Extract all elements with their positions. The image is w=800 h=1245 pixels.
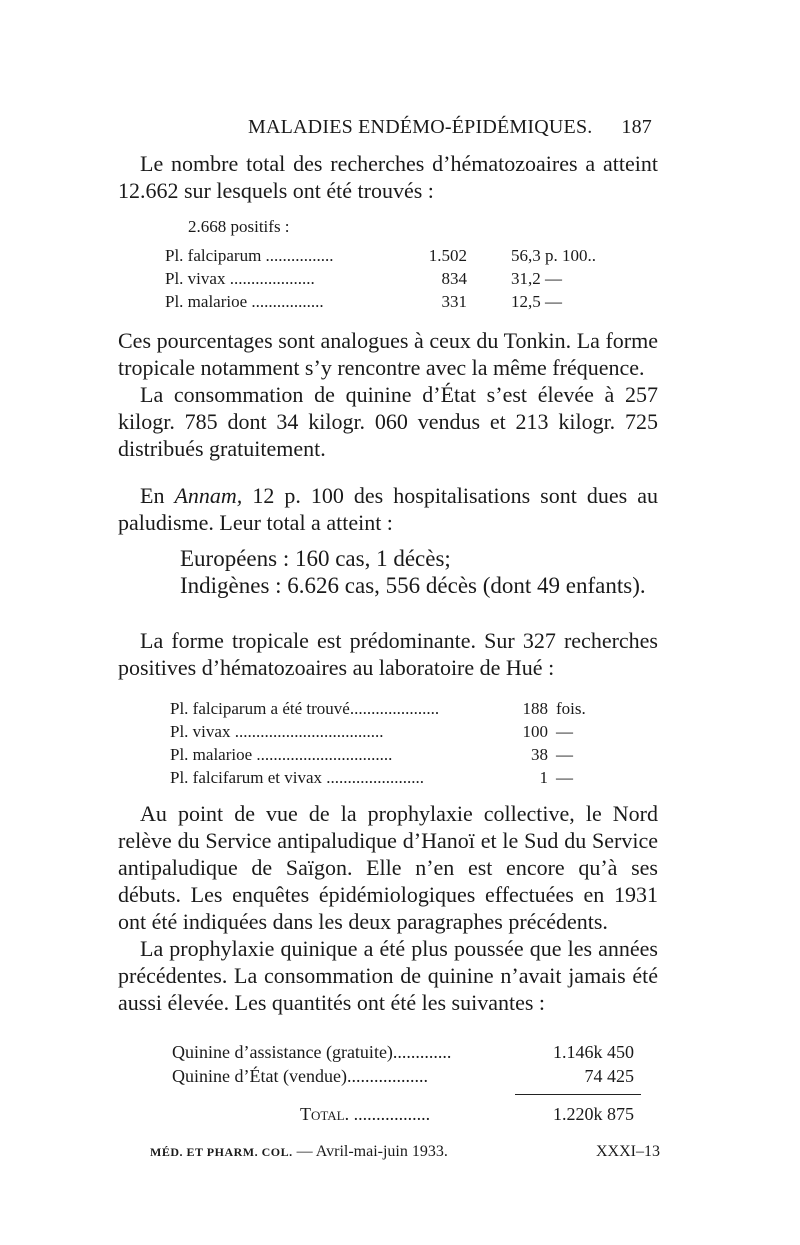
sum-rule	[515, 1094, 641, 1095]
species-percent: 56,3 p. 100..	[511, 246, 596, 265]
species-table-2	[170, 697, 630, 789]
species-unit: —	[556, 768, 573, 787]
total-label: Total. .................	[300, 1104, 431, 1124]
signature-mark: XXXI–13	[596, 1143, 660, 1160]
species-label: Pl. falciparum ................	[165, 246, 334, 265]
table-row	[165, 267, 645, 290]
species-unit: —	[556, 745, 573, 764]
species-label: Pl. falciparum a été trouvé.....................	[170, 699, 440, 718]
footer-journal	[150, 1143, 448, 1161]
paragraph-annam	[118, 482, 658, 536]
indigenes-line: Indigènes : 6.626 cas, 556 décès (dont 49 enfants).	[180, 573, 646, 598]
table-row	[170, 720, 630, 743]
paragraph-quinine-consumption: La consommation de quinine d’État s’est élevée à 257 kilogr. 785 dont 34 kilogr. 060 vendus et 213 kilogr. 725 distribués gratuitement.	[118, 382, 658, 461]
quinine-label: Quinine d’assistance (gratuite).............	[172, 1042, 452, 1062]
paragraph-quinine-prophylaxis: La prophylaxie quinique a été plus poussée que les années précédentes. La consommation de quinine n’avait jamais été aussi élevée. Les quantités ont été les suivantes :	[118, 936, 658, 1015]
species-count: 38	[531, 745, 548, 764]
paragraph-percentages: Ces pourcentages sont analogues à ceux du Tonkin. La forme tropicale notamment s’y rencontre avec la même fréquence.	[118, 328, 658, 380]
species-label: Pl. malarioe .................	[165, 292, 324, 311]
species-count: 1.502	[428, 246, 467, 265]
paragraph-prophylaxis: Au point de vue de la prophylaxie collective, le Nord relève du Service antipaludique d’Hanoï et le Sud du Service antipaludique de Saïgon. Elle n’en est encore qu’à ses débuts. Les enquêtes épidémiologiques effectuées en 1931 ont été indiquées dans les deux paragraphes précédents.	[118, 801, 658, 934]
journal-issue: — Avril-mai-juin 1933.	[296, 1143, 448, 1160]
annam-prefix: En	[140, 483, 175, 508]
journal-name: MÉD. ET PHARM. COL.	[150, 1145, 293, 1159]
running-head	[118, 112, 652, 140]
species-label: Pl. malarioe ................................	[170, 745, 393, 764]
species-count: 1	[539, 768, 548, 787]
species-label: Pl. falcifarum et vivax .......................	[170, 768, 425, 787]
quinine-amount: 1.146k 450	[553, 1042, 634, 1062]
species-count: 331	[441, 292, 467, 311]
paragraph-tropical-form: La forme tropicale est prédominante. Sur 327 recherches positives d’hématozoaires au laboratoire de Hué :	[118, 628, 658, 680]
species-percent: 31,2 —	[511, 269, 562, 288]
annam-rest: 12 p. 100 des hospitalisations sont dues au paludisme. Leur total a atteint :	[118, 483, 658, 535]
species-label: Pl. vivax ....................	[165, 269, 315, 288]
table-row	[172, 1064, 642, 1088]
species-table-1	[165, 244, 645, 313]
species-percent: 12,5 —	[511, 292, 562, 311]
table-row	[165, 244, 645, 267]
quinine-amount: 74 425	[584, 1066, 634, 1086]
species-count: 834	[441, 269, 467, 288]
species-label: Pl. vivax ...................................	[170, 722, 384, 741]
population-block	[180, 545, 646, 599]
table-row	[170, 766, 630, 789]
species-unit: —	[556, 722, 573, 741]
running-title: MALADIES ENDÉMO-ÉPIDÉMIQUES.	[248, 116, 593, 138]
species-count: 100	[522, 722, 548, 741]
annam-place: Annam,	[174, 483, 243, 508]
europeens-line: Européens : 160 cas, 1 décès;	[180, 546, 451, 571]
table-row	[165, 290, 645, 313]
table-row	[170, 743, 630, 766]
species-count: 188	[522, 699, 548, 718]
paragraph-hematozoa-total: Le nombre total des recherches d’hématozoaires a atteint 12.662 sur lesquels ont été trouvés :	[118, 151, 658, 203]
quinine-label: Quinine d’État (vendue)..................	[172, 1066, 428, 1086]
species-unit: fois.	[556, 699, 586, 718]
table1-heading: 2.668 positifs :	[188, 217, 290, 236]
quinine-table	[172, 1040, 642, 1088]
table-row	[170, 697, 630, 720]
page-number: 187	[621, 116, 652, 138]
total-amount: 1.220k 875	[553, 1104, 634, 1124]
table-row	[172, 1040, 642, 1064]
